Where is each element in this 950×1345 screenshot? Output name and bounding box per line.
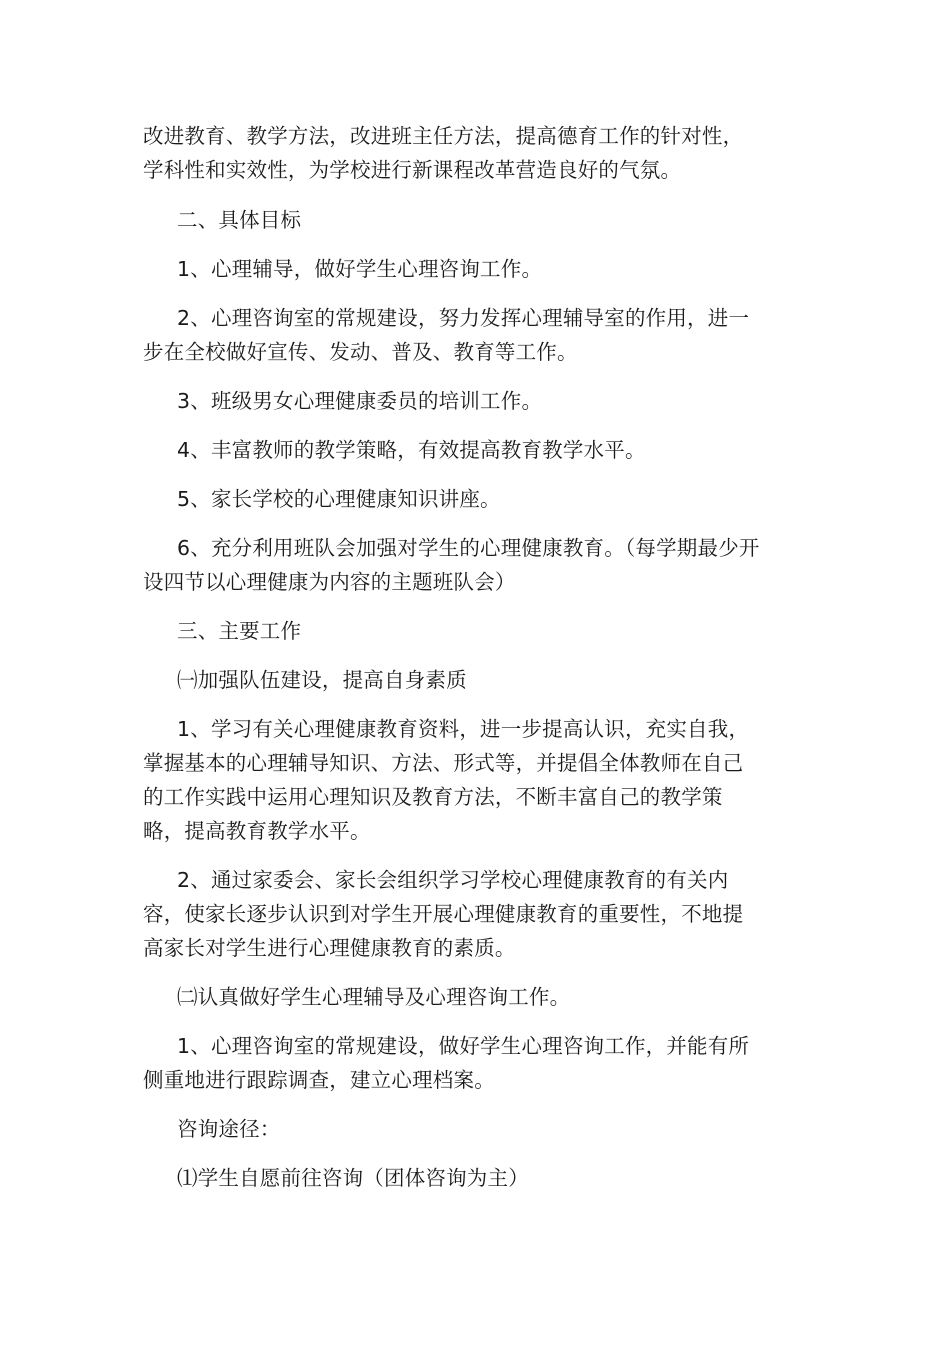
subsection-heading-counseling: ㈡认真做好学生心理辅导及心理咨询工作。 [177,985,571,1009]
document-page [143,119,763,1195]
goal-item-5: 5、家长学校的心理健康知识讲座。 [177,487,501,511]
section-heading-specific-goals: 二、具体目标 [177,208,302,232]
paragraph-continuation: 改进教育、教学方法，改进班主任方法，提高德育工作的针对性，学科性和实效性，为学校进行新课程改革营造良好的气氛。 [143,124,744,182]
subsection-heading-team-building: ㈠加强队伍建设，提高自身素质 [177,668,467,692]
counseling-channel-1: ⑴学生自愿前往咨询（团体咨询为主） [177,1166,529,1190]
goal-item-6: 6、充分利用班队会加强对学生的心理健康教育。（每学期最少开设四节以心理健康为内容的主题班队会） [143,536,760,594]
section-heading-main-work: 三、主要工作 [177,619,302,643]
work-item-1: 1、学习有关心理健康教育资料，进一步提高认识，充实自我，掌握基本的心理辅导知识、方法、形式等，并提倡全体教师在自己的工作实践中运用心理知识及教育方法，不断丰富自己的教学策略，提高教育教学水平。 [143,717,750,843]
goal-item-3: 3、班级男女心理健康委员的培训工作。 [177,389,543,413]
work-item-2: 2、通过家委会、家长会组织学习学校心理健康教育的有关内容，使家长逐步认识到对学生开展心理健康教育的重要性，不地提高家长对学生进行心理健康教育的素质。 [143,868,744,960]
goal-item-4: 4、丰富教师的教学策略，有效提高教育教学水平。 [177,438,646,462]
counseling-channels-label: 咨询途径： [177,1117,281,1141]
goal-item-1: 1、心理辅导，做好学生心理咨询工作。 [177,257,543,281]
goal-item-2: 2、心理咨询室的常规建设，努力发挥心理辅导室的作用，进一步在全校做好宣传、发动、普及、教育等工作。 [143,306,750,364]
counseling-item-1: 1、心理咨询室的常规建设，做好学生心理咨询工作，并能有所侧重地进行跟踪调查，建立心理档案。 [143,1034,750,1092]
